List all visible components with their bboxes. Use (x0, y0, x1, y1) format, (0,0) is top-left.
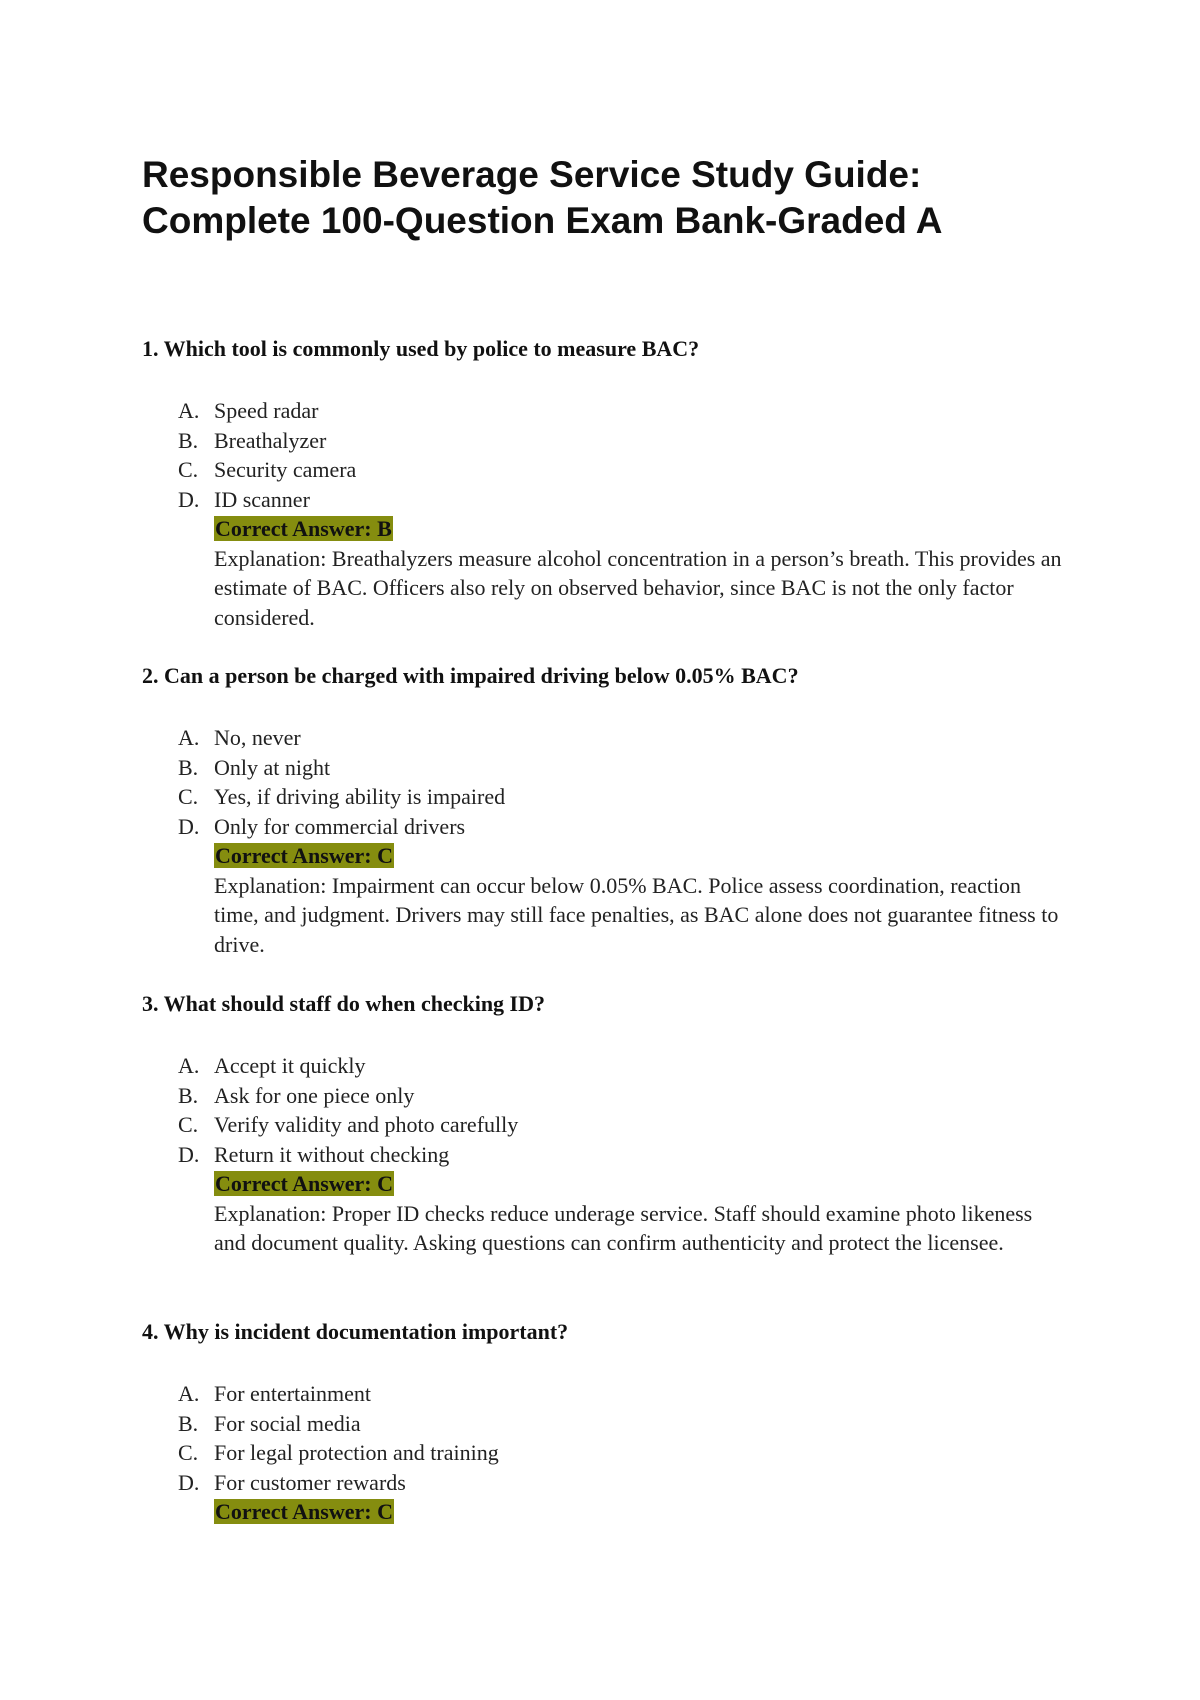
option-text: For entertainment (214, 1381, 372, 1406)
correct-answer: Correct Answer: C (215, 843, 393, 868)
option-text: Security camera (214, 457, 357, 482)
option-letter: A. (178, 1381, 200, 1406)
question-1 (142, 335, 1102, 632)
question-text: 4. Why is incident documentation important? (142, 1319, 569, 1344)
option-letter: A. (178, 398, 200, 423)
option-text: Ask for one piece only (214, 1082, 415, 1108)
option-letter: B. (178, 754, 199, 780)
option-c (142, 455, 1102, 485)
option-letter: D. (178, 1141, 200, 1167)
option-b (142, 753, 1102, 783)
answer-row (142, 1497, 1102, 1527)
option-text: Accept it quickly (214, 1053, 366, 1078)
option-text: For customer rewards (214, 1469, 406, 1495)
option-letter: C. (178, 457, 199, 482)
option-text: No, never (214, 725, 301, 750)
option-text: For social media (214, 1410, 361, 1436)
option-b (142, 426, 1102, 456)
option-letter: C. (178, 1440, 199, 1465)
option-letter: A. (178, 725, 200, 750)
page-title: Responsible Beverage Service Study Guide: Complete 100-Question Exam Bank-Graded A (142, 154, 943, 241)
options-list (142, 1051, 1102, 1169)
explanation: Explanation: Proper ID checks reduce underage service. Staff should examine photo likeness and document quality. Asking questions can confirm authenticity and protect the licensee. (214, 1200, 1033, 1255)
option-b (142, 1081, 1102, 1111)
option-d (142, 1468, 1102, 1498)
option-letter: D. (178, 813, 200, 839)
option-letter: B. (178, 427, 199, 453)
option-text: Breathalyzer (214, 427, 327, 453)
option-b (142, 1409, 1102, 1439)
option-text: Yes, if driving ability is impaired (214, 784, 506, 809)
answer-row (142, 514, 1102, 544)
answer-row (142, 1169, 1102, 1199)
option-text: Return it without checking (214, 1141, 450, 1167)
correct-answer: Correct Answer: C (215, 1171, 393, 1196)
explanation: Explanation: Breathalyzers measure alcohol concentration in a person’s breath. This provides an estimate of BAC. Officers also rely on observed behavior, since BAC is not the only factor considered. (214, 545, 1062, 630)
option-letter: C. (178, 1112, 199, 1137)
option-c (142, 782, 1102, 812)
question-text: 1. Which tool is commonly used by police to measure BAC? (142, 336, 700, 361)
option-text: Only for commercial drivers (214, 813, 466, 839)
correct-answer: Correct Answer: C (215, 1499, 393, 1524)
question-4 (142, 1318, 1102, 1527)
option-text: Only at night (214, 754, 331, 780)
option-letter: D. (178, 1469, 200, 1495)
options-list (142, 1379, 1102, 1497)
option-d (142, 1140, 1102, 1170)
option-a (142, 1379, 1102, 1409)
option-c (142, 1438, 1102, 1468)
question-text: 3. What should staff do when checking ID? (142, 991, 546, 1016)
option-d (142, 812, 1102, 842)
answer-row (142, 841, 1102, 871)
option-d (142, 485, 1102, 515)
explanation: Explanation: Impairment can occur below 0.05% BAC. Police assess coordination, reaction time, and judgment. Drivers may still face penalties, as BAC alone does not guarantee fitness to drive. (214, 872, 1059, 957)
correct-answer: Correct Answer: B (215, 516, 392, 541)
options-list (142, 723, 1102, 841)
option-text: ID scanner (214, 486, 310, 512)
option-a (142, 396, 1102, 426)
option-letter: C. (178, 784, 199, 809)
option-text: For legal protection and training (214, 1440, 499, 1465)
option-a (142, 1051, 1102, 1081)
option-letter: B. (178, 1410, 199, 1436)
question-2 (142, 662, 1102, 959)
question-text: 2. Can a person be charged with impaired driving below 0.05% BAC? (142, 663, 799, 688)
option-c (142, 1110, 1102, 1140)
option-letter: A. (178, 1053, 200, 1078)
option-letter: D. (178, 486, 200, 512)
question-3 (142, 990, 1102, 1258)
option-a (142, 723, 1102, 753)
option-text: Speed radar (214, 398, 319, 423)
option-letter: B. (178, 1082, 199, 1108)
options-list (142, 396, 1102, 514)
option-text: Verify validity and photo carefully (214, 1112, 519, 1137)
